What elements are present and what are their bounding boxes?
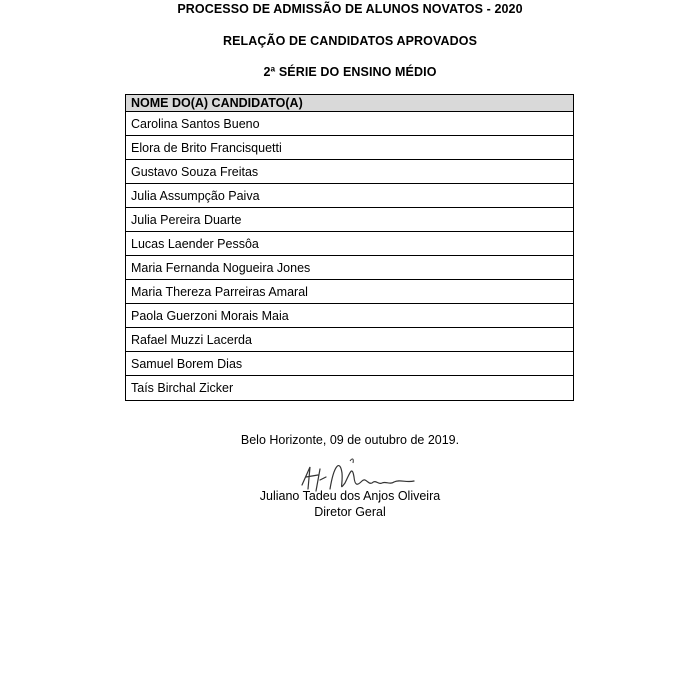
table-column-header: NOME DO(A) CANDIDATO(A) — [126, 95, 573, 112]
signer-name: Juliano Tadeu dos Anjos Oliveira — [259, 489, 441, 503]
document-subtitle: RELAÇÃO DE CANDIDATOS APROVADOS — [222, 34, 478, 48]
table-row: Julia Assumpção Paiva — [126, 184, 573, 208]
table-row: Maria Thereza Parreiras Amaral — [126, 280, 573, 304]
table-row: Samuel Borem Dias — [126, 352, 573, 376]
table-row: Julia Pereira Duarte — [126, 208, 573, 232]
table-row: Paola Guerzoni Morais Maia — [126, 304, 573, 328]
table-row: Taís Birchal Zicker — [131, 381, 234, 395]
place-and-date: Belo Horizonte, 09 de outubro de 2019. — [240, 433, 460, 447]
table-row: Maria Fernanda Nogueira Jones — [126, 256, 573, 280]
table-row: Rafael Muzzi Lacerda — [126, 328, 573, 352]
table-row: Elora de Brito Francisquetti — [126, 136, 573, 160]
table-row: Gustavo Souza Freitas — [126, 160, 573, 184]
grade-heading: 2ª SÉRIE DO ENSINO MÉDIO — [263, 65, 437, 79]
table-row: Lucas Laender Pessôa — [126, 232, 573, 256]
table-row: Carolina Santos Bueno — [126, 112, 573, 136]
document-title: PROCESSO DE ADMISSÃO DE ALUNOS NOVATOS - 2020 — [177, 2, 523, 16]
signer-role: Diretor Geral — [314, 505, 386, 519]
candidates-table — [125, 94, 574, 401]
